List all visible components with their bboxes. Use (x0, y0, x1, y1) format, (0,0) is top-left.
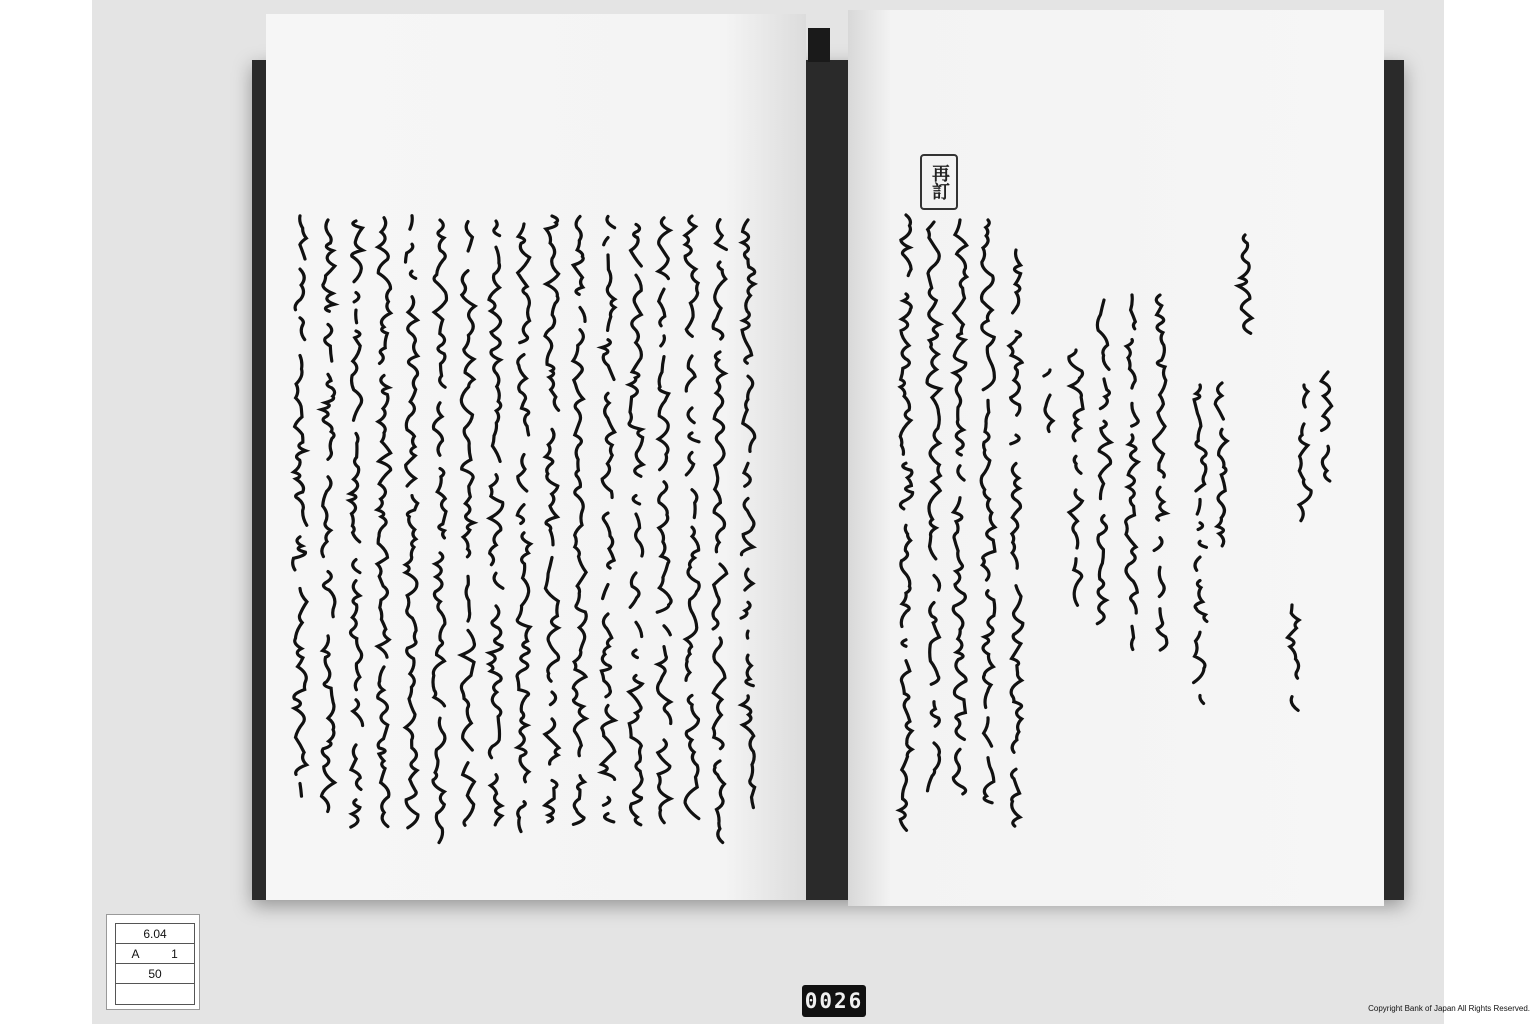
revision-stamp: 再訂 (920, 154, 958, 210)
left-page (266, 14, 806, 900)
label-row-4 (116, 984, 194, 1003)
label-series: A (131, 946, 140, 961)
label-row-1 (116, 924, 194, 944)
spine-block (808, 28, 830, 62)
copyright-notice: Copyright Bank of Japan All Rights Reserved. (1368, 1004, 1530, 1013)
archive-label (106, 914, 200, 1010)
right-page (848, 10, 1384, 906)
archive-label-grid (115, 923, 195, 1005)
frame-counter: 0026 (802, 985, 866, 1017)
label-row-2 (116, 944, 194, 964)
label-row-3 (116, 964, 194, 984)
label-code: 6.04 (143, 926, 167, 941)
label-volume: 1 (171, 946, 178, 961)
label-number: 50 (148, 966, 162, 981)
